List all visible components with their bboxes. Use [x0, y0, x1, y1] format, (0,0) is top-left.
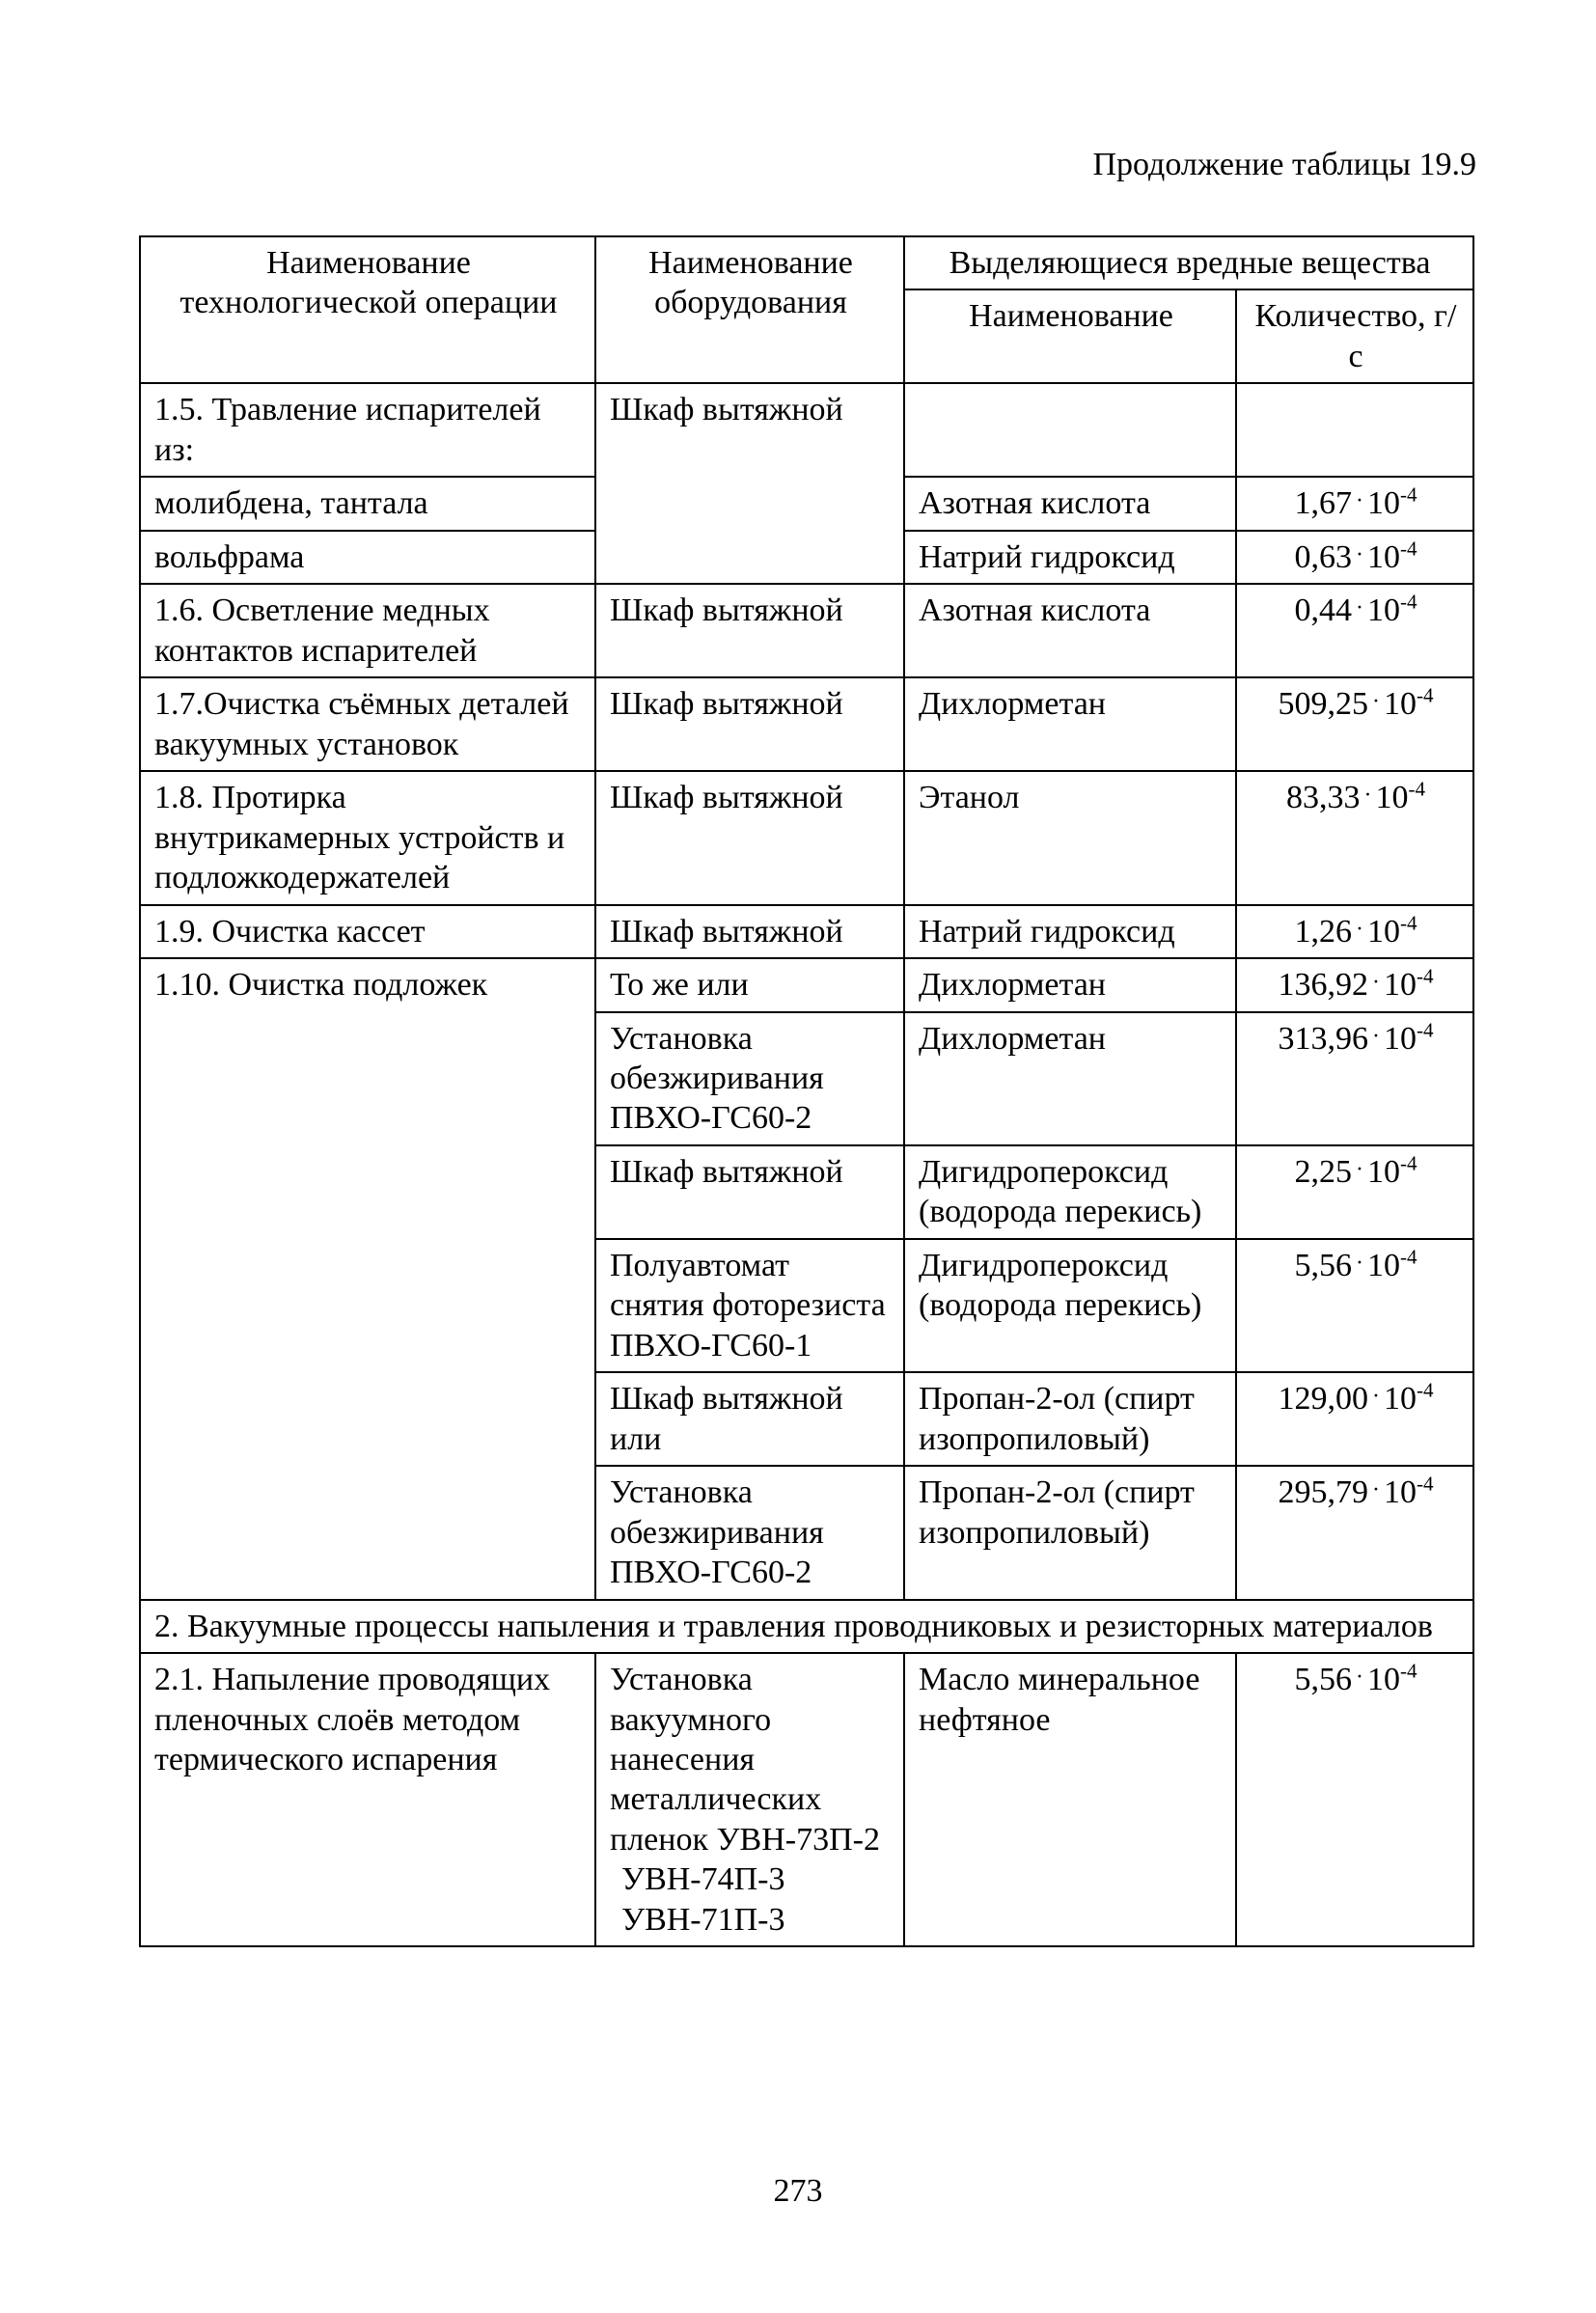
quantity-cell: $0,44 \cdot 10^{-4}$ [1236, 584, 1473, 677]
substance-cell: Натрий гидроксид [904, 531, 1236, 584]
header-name: Наименование [904, 289, 1236, 383]
quantity-cell: $83,33 \cdot 10^{-4}$ [1236, 771, 1473, 904]
substance-cell: Дигидропероксид (водорода перекись) [904, 1239, 1236, 1372]
substance-cell: Дихлорметан [904, 677, 1236, 771]
table-row [140, 677, 1473, 771]
substance-cell: Пропан-2-ол (спирт изопропиловый) [904, 1466, 1236, 1599]
substance-cell [904, 383, 1236, 477]
quantity-cell: $5,56 \cdot 10^{-4}$ [1236, 1653, 1473, 1946]
operation-cell: 1.8. Протирка внутрикамерных устройств и подложкодержателей [140, 771, 595, 904]
operation-cell: вольфрама [140, 531, 595, 584]
page-number: 273 [773, 2173, 823, 2209]
equipment-cell: Установка обезжиривания ПВХО-ГС60-2 [595, 1466, 904, 1599]
equipment-cell: Шкаф вытяжной [595, 1145, 904, 1239]
equipment-cell: Шкаф вытяжной или [595, 1372, 904, 1466]
equipment-cell: То же или [595, 958, 904, 1011]
substance-cell: Дихлорметан [904, 1012, 1236, 1145]
quantity-cell: $0,63 \cdot 10^{-4}$ [1236, 531, 1473, 584]
table-row [140, 771, 1473, 904]
section-heading: 2. Вакуумные процессы напыления и травления проводниковых и резисторных материалов [140, 1600, 1473, 1653]
table-row [140, 958, 1473, 1011]
operation-cell: молибдена, тантала [140, 477, 595, 530]
table-row [140, 383, 1473, 477]
quantity-cell: $1,67 \cdot 10^{-4}$ [1236, 477, 1473, 530]
quantity-cell: $295,79 \cdot 10^{-4}$ [1236, 1466, 1473, 1599]
equipment-line: УВН-71П-3 [621, 1901, 785, 1938]
substance-cell: Дигидропероксид (водорода перекись) [904, 1145, 1236, 1239]
operation-cell: 1.5. Травление испарителей из: [140, 383, 595, 477]
equipment-line: Установка вакуумного нанесения металлических пленок УВН-73П-2 [610, 1662, 880, 1858]
substance-cell: Дихлорметан [904, 958, 1236, 1011]
substance-cell: Натрий гидроксид [904, 905, 1236, 958]
equipment-cell: Шкаф вытяжной [595, 383, 904, 584]
operation-cell: 1.10. Очистка подложек [140, 958, 595, 1600]
table-caption: Продолжение таблицы 19.9 [1092, 147, 1476, 182]
quantity-cell: $5,56 \cdot 10^{-4}$ [1236, 1239, 1473, 1372]
operation-cell: 1.6. Осветление медных контактов испарителей [140, 584, 595, 677]
substance-cell: Азотная кислота [904, 477, 1236, 530]
substance-cell: Этанол [904, 771, 1236, 904]
quantity-cell: $1,26 \cdot 10^{-4}$ [1236, 905, 1473, 958]
equipment-cell: Шкаф вытяжной [595, 677, 904, 771]
equipment-line: УВН-74П-3 [621, 1861, 785, 1898]
substance-cell: Пропан-2-ол (спирт изопропиловый) [904, 1372, 1236, 1466]
equipment-cell: Установка обезжиривания ПВХО-ГС60-2 [595, 1012, 904, 1145]
header-equipment: Наименование оборудования [595, 236, 904, 383]
table-row [140, 584, 1473, 677]
table-row [140, 905, 1473, 958]
quantity-cell: $313,96 \cdot 10^{-4}$ [1236, 1012, 1473, 1145]
operation-cell: 1.9. Очистка кассет [140, 905, 595, 958]
operation-cell: 1.7.Очистка съёмных деталей вакуумных установок [140, 677, 595, 771]
equipment-cell: Шкаф вытяжной [595, 771, 904, 904]
substances-table [139, 235, 1474, 1947]
table-row [140, 1653, 1473, 1946]
table-header-row [140, 236, 1473, 289]
quantity-cell: $2,25 \cdot 10^{-4}$ [1236, 1145, 1473, 1239]
header-quantity: Количество, г/с [1236, 289, 1473, 383]
header-substances: Выделяющиеся вредные вещества [904, 236, 1473, 289]
equipment-cell: Шкаф вытяжной [595, 584, 904, 677]
substance-cell: Масло минеральное нефтяное [904, 1653, 1236, 1946]
equipment-cell [595, 1653, 904, 1946]
quantity-cell: $509,25 \cdot 10^{-4}$ [1236, 677, 1473, 771]
quantity-cell: $136,92 \cdot 10^{-4}$ [1236, 958, 1473, 1011]
equipment-cell: Полуавтомат снятия фоторезиста ПВХО-ГС60-1 [595, 1239, 904, 1372]
operation-cell: 2.1. Напыление проводящих пленочных слоёв методом термического испарения [140, 1653, 595, 1946]
equipment-cell: Шкаф вытяжной [595, 905, 904, 958]
header-operation: Наименование технологической операции [140, 236, 595, 383]
quantity-cell [1236, 383, 1473, 477]
substance-cell: Азотная кислота [904, 584, 1236, 677]
section-row [140, 1600, 1473, 1653]
quantity-cell: $129,00 \cdot 10^{-4}$ [1236, 1372, 1473, 1466]
